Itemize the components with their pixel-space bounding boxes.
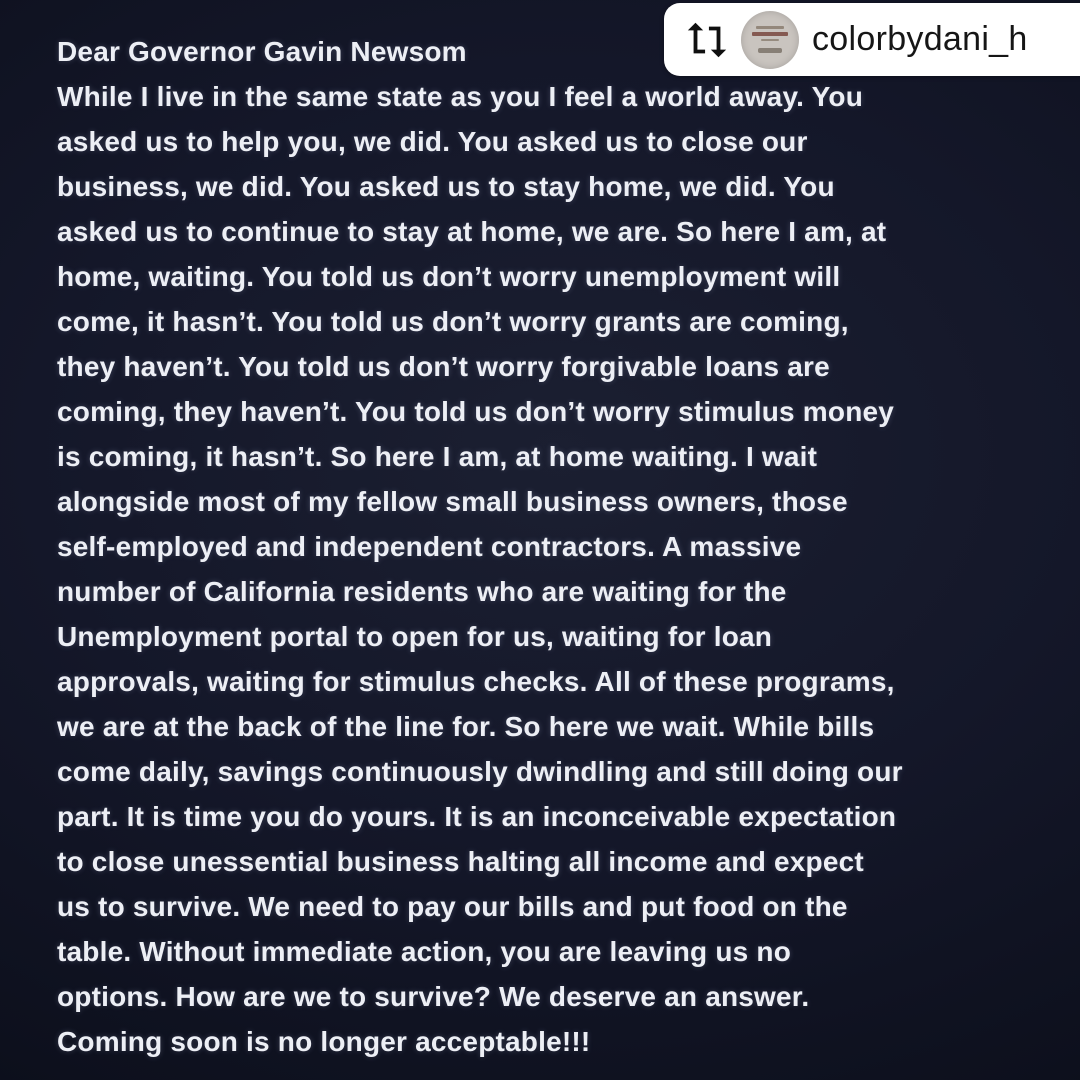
repost-banner [664,3,1080,76]
letter-line: we are at the back of the line for. So here we wait. While bills [57,711,875,742]
letter-line: home, waiting. You told us don’t worry unemployment will [57,261,841,292]
letter-line: options. How are we to survive? We deserve an answer. [57,981,810,1012]
letter-line: come daily, savings continuously dwindling and still doing our [57,756,903,787]
letter-line: self-employed and independent contractors. A massive [57,531,802,562]
letter-line: is coming, it hasn’t. So here I am, at home waiting. I wait [57,441,818,472]
letter-salutation: Dear Governor Gavin Newsom [57,36,467,67]
letter-line: approvals, waiting for stimulus checks. All of these programs, [57,666,895,697]
letter-line: Unemployment portal to open for us, waiting for loan [57,621,773,652]
letter-line: they haven’t. You told us don’t worry forgivable loans are [57,351,830,382]
letter-line: table. Without immediate action, you are leaving us no [57,936,792,967]
letter-line: business, we did. You asked us to stay home, we did. You [57,171,835,202]
letter-line: coming, they haven’t. You told us don’t worry stimulus money [57,396,895,427]
letter-line: While I live in the same state as you I feel a world away. You [57,81,863,112]
letter-body [57,29,1080,1064]
letter-line: to close unessential business halting all income and expect [57,846,864,877]
letter-line: us to survive. We need to pay our bills and put food on the [57,891,848,922]
username: colorbydani_h [812,20,1028,58]
letter-line: asked us to continue to stay at home, we are. So here I am, at [57,216,887,247]
letter-line: asked us to help you, we did. You asked us to close our [57,126,808,157]
letter-line: come, it hasn’t. You told us don’t worry grants are coming, [57,306,849,337]
repost-icon [684,17,730,63]
letter-line: alongside most of my fellow small business owners, those [57,486,848,517]
letter-line: part. It is time you do yours. It is an inconceivable expectation [57,801,897,832]
letter-line: number of California residents who are waiting for the [57,576,787,607]
profile-avatar [741,11,799,69]
letter-line: Coming soon is no longer acceptable!!! [57,1026,591,1057]
